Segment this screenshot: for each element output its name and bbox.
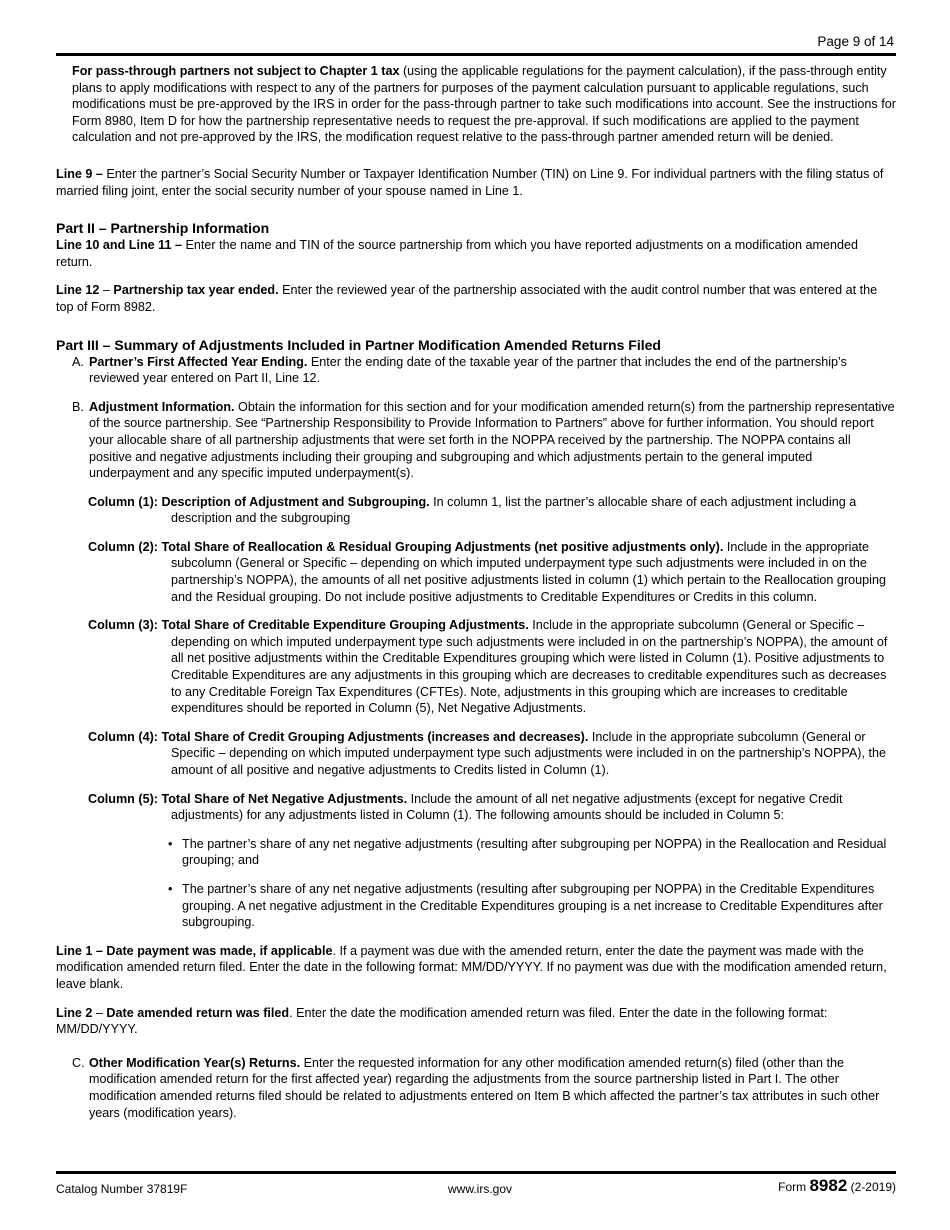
bullet-mark: • [168,881,173,896]
line1-text: . If a payment was due with the amended return, enter the date the payment was made with the modification amended return filed. Enter the date in the following format: MM/DD/YYYY. If no payment was due with the modification amended return, leave blank. [56,943,887,991]
item-c-body [89,1055,896,1121]
part2-heading: Part II – Partnership Information [56,220,270,237]
pass-through-bold: For pass-through partners not subject to Chapter 1 tax [72,64,400,78]
item-a-text: Enter the ending date of the taxable year of the partner that includes the end of the partnership’s reviewed year entered on Part II, Line 12. [89,354,847,386]
line9-label: Line 9 – [56,166,103,181]
line12-paragraph [56,282,896,315]
column-3-title: Column (3): Total Share of Creditable Expenditure Grouping Adjustments. [88,618,529,633]
line9-paragraph [56,166,896,199]
column-4-item [88,729,896,779]
line12-dash: – [99,283,114,298]
line10-paragraph [56,237,896,270]
item-a-body [89,354,896,387]
line2-dash: – [92,1005,107,1020]
item-a [72,354,896,387]
form-prefix: Form [778,1180,810,1194]
item-a-title: Partner’s First Affected Year Ending. [89,354,308,369]
item-a-label: A. [72,354,84,369]
item-c-label: C. [72,1055,85,1070]
line2-text: . Enter the date the modification amended return was filed. Enter the date in the following format: MM/DD/YYYY. [56,1005,828,1037]
item-b-text: Obtain the information for this section and for your modification amended return(s) from the partnership representative of the source partnership. See “Partnership Responsibility to Provide Information to Partners” above for further information. You should report your allocable share of all partnership adjustments that were set forth in the NOPPA received by the partnership. The NOPPA contains all positive and negative adjustments including their grouping and subgrouping and which adjustments pertain to the general imputed underpayment and any specific imputed underpayment(s). [89,399,895,481]
item-b [72,399,896,482]
instructions-body [56,63,896,1121]
item-b-title: Adjustment Information. [89,399,235,414]
line10-text: Enter the name and TIN of the source partnership from which you have reported adjustments on a modification amended return. [56,238,859,269]
line12-text: Enter the reviewed year of the partnership associated with the audit control number that was entered at the top of Form 8982. [56,283,878,314]
line1-paragraph [56,943,896,993]
pass-through-paragraph [72,63,896,146]
column-4-title: Column (4): Total Share of Credit Grouping Adjustments (increases and decreases). [88,729,589,744]
header-rule [56,53,896,56]
line9-text: Enter the partner’s Social Security Number or Taxpayer Identification Number (TIN) on Line 9. For individual partners with the filing status of married filing joint, enter the social security number of your spouse named in Line 1. [56,166,884,198]
column-2-text: Include in the appropriate subcolumn (General or Specific – depending on which imputed underpayment type such adjustments were included in on the partnership’s NOPPA), the amounts of all net positive adjustments listed in column (1) which pertain to the Reallocation grouping and the Residual grouping. Do not include positive adjustments to Creditable Expenditures or Credits in this column. [171,539,886,604]
footer-rule [56,1171,896,1174]
bullet-mark: • [168,836,173,851]
line2-title: Date amended return was filed [106,1005,290,1020]
line1-label: Line 1 – Date payment was made, if applicable [56,943,333,958]
bullet-text: The partner’s share of any net negative adjustments (resulting after subgrouping per NOPPA) in the Creditable Expenditures grouping. A net negative adjustment in the Creditable Expenditures grouping is a net increase to Creditable Expenditures after subgrouping. [182,881,883,930]
pass-through-text: (using the applicable regulations for the payment calculation), if the pass-through entity plans to apply modifications with respect to any of the partners for purposes of the payment calculation pursuant to applicable regulations, such modifications must be pre-approved by the IRS in order for the pass-through partner to take such modifications into account. See the instructions for Form 8980, Item D for how the partnership representative needs to request the pre-approval. If such modifications are applied to the payment calculation and not pre-approved by the IRS, the modification request relative to the pass-through partner amended return will be denied. [72,64,896,145]
form-number: 8982 [809,1176,848,1195]
line2-label: Line 2 [56,1005,93,1020]
column-1-item [88,494,896,527]
page-number: Page 9 of 14 [817,34,894,49]
column-1-text: In column 1, list the partner’s allocable share of each adjustment including a description and the subgrouping [171,494,857,526]
website-text: www.irs.gov [448,1182,513,1196]
item-b-body [89,399,896,482]
part3-heading: Part III – Summary of Adjustments Included in Partner Modification Amended Returns Filed [56,336,661,353]
catalog-number: Catalog Number 37819F [56,1182,188,1196]
column-5-title: Column (5): Total Share of Net Negative Adjustments. [88,791,408,806]
line12-label: Line 12 [56,283,100,298]
form-identifier [778,1178,896,1196]
bullet-item [168,881,896,931]
column-5-text: Include the amount of all net negative adjustments (except for negative Credit adjustments) for any adjustments listed in Column (1). The following amounts should be included in Column 5: [171,791,843,823]
line2-paragraph [56,1005,896,1038]
item-b-label: B. [72,399,84,414]
column-4-text: Include in the appropriate subcolumn (General or Specific – depending on which imputed underpayment type such adjustments were included in on the partnership’s NOPPA), the amount of all positive and negative adjustments to Credits listed in Column (1). [171,729,886,777]
column-5-bullets [168,836,896,931]
item-c-title: Other Modification Year(s) Returns. [89,1055,301,1070]
column-3-item [88,617,896,717]
form-revision: (2-2019) [847,1180,896,1194]
bullet-item [168,836,896,869]
column-2-item [88,539,896,605]
column-5-item [88,791,896,824]
item-c-text: Enter the requested information for any other modification amended return(s) filed (other than the modification amended return for the first affected year) regarding the adjustments from the source partnership listed in Part I. The other modification amended returns filed should be related to adjustments entered on Item B which affected the partner’s tax attributes in such other years (modification years). [89,1055,880,1120]
bullet-text: The partner’s share of any net negative adjustments (resulting after subgrouping per NOPPA) in the Reallocation and Residual grouping; and [182,836,887,868]
item-c [72,1055,896,1121]
line12-title: Partnership tax year ended. [113,283,279,298]
column-3-text: Include in the appropriate subcolumn (General or Specific – depending on which imputed underpayment type such adjustments were included in on the partnership’s NOPPA), the amount of all net positive adjustments within the Creditable Expenditures grouping which were listed in Column (1). Positive adjustments to Creditable Expenditures are any adjustments in this grouping which are decreases to creditable expenditures such as decreases to any Creditable Foreign Tax Expenditures (CFTEs). Note, adjustments in this grouping which are increases to creditable expenditures should be reported in Column (5), Net Negative Adjustments. [171,618,888,716]
column-2-title: Column (2): Total Share of Reallocation & Residual Grouping Adjustments (net positive adjustments only). [88,539,724,554]
line10-label: Line 10 and Line 11 – [56,238,182,253]
column-1-title: Column (1): Description of Adjustment and Subgrouping. [88,494,430,509]
